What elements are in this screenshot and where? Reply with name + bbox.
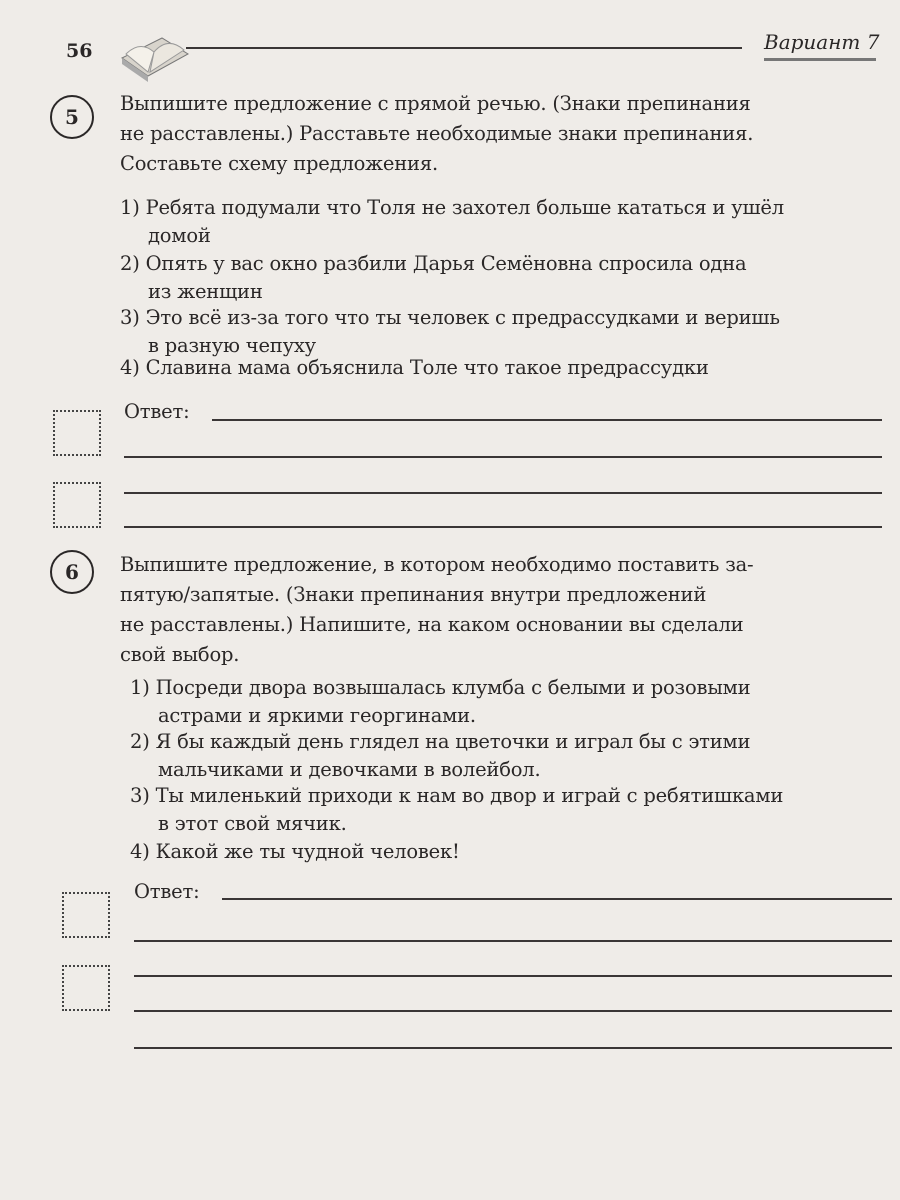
task-number-6: 6 — [50, 550, 94, 594]
open-book-icon — [118, 30, 198, 90]
q6-prompt-line: Выпишите предложение, в котором необходимо поставить за- — [120, 553, 754, 576]
answer-line[interactable] — [124, 526, 882, 528]
q6-option-1-cont: астрами и яркими георгинами. — [158, 704, 476, 727]
q5-option-2: 2) Опять у вас окно разбили Дарья Семёновна спросила одна — [120, 252, 747, 275]
q5-option-3-cont: в разную чепуху — [148, 334, 316, 357]
answer-line[interactable] — [222, 898, 892, 900]
q6-prompt-line: не расставлены.) Напишите, на каком основании вы сделали — [120, 613, 744, 636]
q6-option-4: 4) Какой же ты чудной человек! — [130, 840, 460, 863]
header-rule — [186, 47, 742, 49]
q6-option-3-cont: в этот свой мячик. — [158, 812, 347, 835]
answer-line[interactable] — [134, 940, 892, 942]
q6-prompt-line: пятую/запятые. (Знаки препинания внутри предложений — [120, 583, 707, 606]
answer-line[interactable] — [134, 1047, 892, 1049]
q5-answer-label: Ответ: — [124, 400, 190, 423]
answer-line[interactable] — [124, 492, 882, 494]
q5-option-2-cont: из женщин — [148, 280, 263, 303]
page-number: 56 — [66, 40, 93, 62]
variant-underline — [764, 58, 876, 61]
q6-option-2-cont: мальчиками и девочками в волейбол. — [158, 758, 541, 781]
score-box[interactable] — [62, 965, 110, 1011]
answer-line[interactable] — [212, 419, 882, 421]
variant-label: Вариант 7 — [764, 30, 880, 54]
score-box[interactable] — [53, 410, 101, 456]
answer-line[interactable] — [124, 456, 882, 458]
score-box[interactable] — [62, 892, 110, 938]
answer-line[interactable] — [134, 1010, 892, 1012]
q6-option-3: 3) Ты миленький приходи к нам во двор и играй с ребятишками — [130, 784, 784, 807]
q6-answer-label: Ответ: — [134, 880, 200, 903]
q5-prompt-line: Выпишите предложение с прямой речью. (Знаки препинания — [120, 92, 751, 115]
q6-option-1: 1) Посреди двора возвышалась клумба с белыми и розовыми — [130, 676, 751, 699]
q5-prompt-line: не расставлены.) Расставьте необходимые знаки препинания. — [120, 122, 754, 145]
task-number-5: 5 — [50, 95, 94, 139]
q5-option-3: 3) Это всё из-за того что ты человек с предрассудками и веришь — [120, 306, 780, 329]
score-box[interactable] — [53, 482, 101, 528]
q5-option-1-cont: домой — [148, 224, 211, 247]
q5-option-1: 1) Ребята подумали что Толя не захотел больше кататься и ушёл — [120, 196, 784, 219]
q6-option-2: 2) Я бы каждый день глядел на цветочки и играл бы с этими — [130, 730, 751, 753]
q5-option-4: 4) Славина мама объяснила Толе что такое предрассудки — [120, 356, 709, 379]
q6-prompt-line: свой выбор. — [120, 643, 240, 666]
q5-prompt-line: Составьте схему предложения. — [120, 152, 438, 175]
answer-line[interactable] — [134, 975, 892, 977]
